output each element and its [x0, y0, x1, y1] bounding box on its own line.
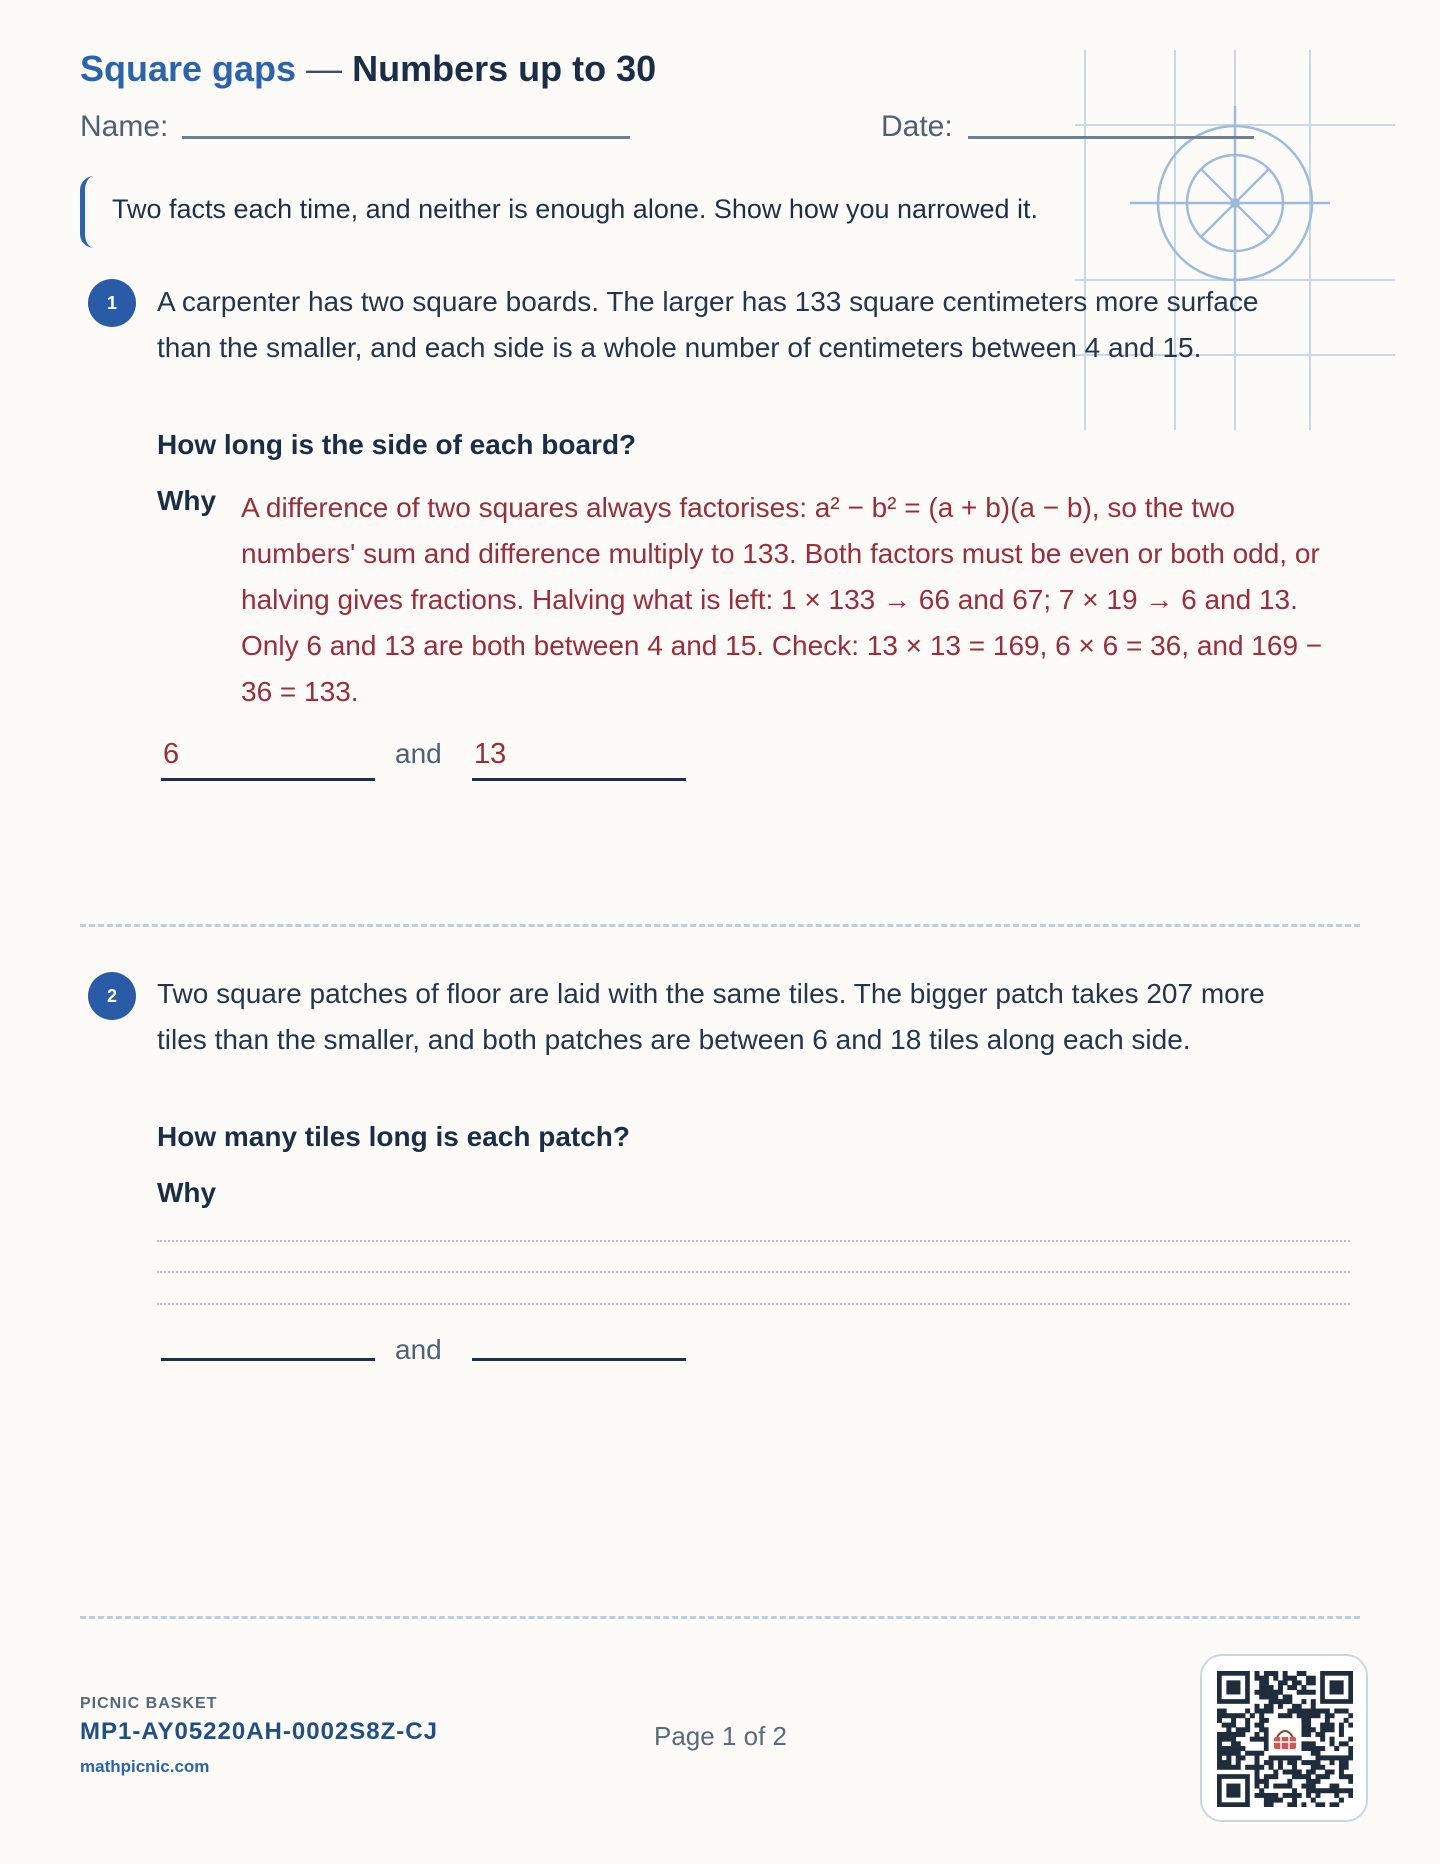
- title-subtitle: Numbers up to 30: [352, 48, 657, 89]
- title-topic: Square gaps: [80, 48, 297, 89]
- name-label: Name:: [80, 110, 169, 143]
- problem-1-text: A carpenter has two square boards. The larger has 133 square centimeters more surface than the smaller, and each side is a whole number of centimeters between 4 and 15.: [157, 286, 1259, 363]
- worksheet-code: MP1-AY05220AH-0002S8Z-CJ: [80, 1718, 438, 1745]
- problem-2-question: How many tiles long is each patch?: [157, 1121, 630, 1152]
- problem-1-answer-1: 6: [163, 738, 180, 770]
- writing-line[interactable]: [157, 1303, 1350, 1305]
- qr-code-image: [1217, 1671, 1353, 1807]
- problem-1-question: How long is the side of each board?: [157, 429, 637, 460]
- footer-brand: PICNIC BASKET: [80, 1695, 218, 1712]
- problem-1-why-label: Why: [157, 485, 217, 516]
- problem-1-answer-2-line[interactable]: [472, 778, 686, 781]
- date-field-line[interactable]: [968, 136, 1254, 139]
- qr-code-icon[interactable]: [1200, 1654, 1368, 1822]
- instructions-callout: [80, 176, 1180, 248]
- problem-number-badge: 2: [88, 972, 136, 1020]
- problem-2-why-label: Why: [157, 1177, 217, 1208]
- writing-line[interactable]: [157, 1240, 1350, 1242]
- problem-2-answer-2-line[interactable]: [472, 1358, 686, 1361]
- instructions-text: Two facts each time, and neither is enough alone. Show how you narrowed it.: [112, 194, 1039, 224]
- problem-1-answer-2: 13: [474, 738, 507, 770]
- footer-site-link[interactable]: mathpicnic.com: [80, 1757, 210, 1776]
- problem-number-badge: 1: [88, 279, 136, 327]
- problem-1-why-explanation: A difference of two squares always factorises: a² − b² = (a + b)(a − b), so the two numbers' sum and difference multiply to 133. Both factors must be even or both odd, or halving gives fractions. Halving what is left: 1 × 133 → 66 and 67; 7 × 19 → 6 and 13. Only 6 and 13 are both between 4 and 15. Check: 13 × 13 = 169, 6 × 6 = 36, and 169 − 36 = 133.: [241, 492, 1323, 707]
- writing-line[interactable]: [157, 1271, 1350, 1273]
- footer-divider: [80, 1616, 1360, 1619]
- problem-2-and: and: [395, 1334, 442, 1365]
- section-divider: [80, 924, 1360, 927]
- problem-1-and: and: [395, 738, 442, 769]
- page-title: [80, 48, 656, 90]
- callout-bracket: [80, 176, 94, 248]
- date-label: Date:: [881, 110, 953, 143]
- problem-1-answer-1-line[interactable]: [161, 778, 375, 781]
- page-indicator: Page 1 of 2: [654, 1721, 787, 1751]
- name-field-line[interactable]: [182, 136, 630, 139]
- problem-2-answer-1-line[interactable]: [161, 1358, 375, 1361]
- title-separator: —: [296, 48, 353, 89]
- problem-2-text: Two square patches of floor are laid with the same tiles. The bigger patch takes 207 more tiles than the smaller, and both patches are between 6 and 18 tiles along each side.: [157, 978, 1265, 1055]
